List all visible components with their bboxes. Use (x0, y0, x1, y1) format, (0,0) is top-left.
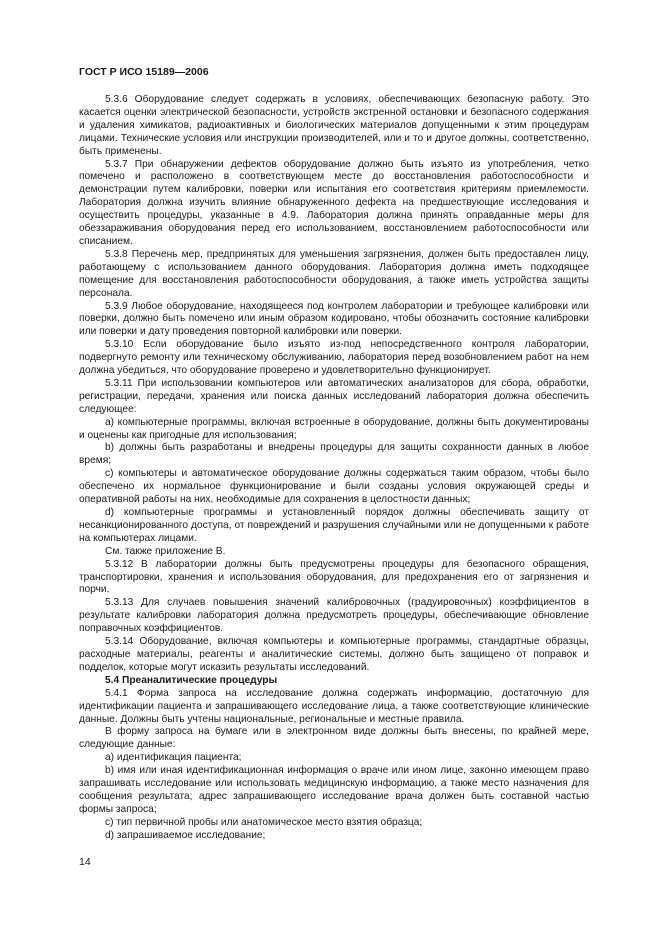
see-also-note: См. также приложение B. (105, 545, 226, 557)
paragraph-5-3-8: 5.3.8 Перечень мер, предпринятых для уменьшения загрязнения, должен быть предоставлен лицу, работающему с использованием данного оборудования. Лаборатория должна иметь подходящее помещение для восстановления работоспособности оборудования, а также иметь устройства защиты персонала. (79, 248, 589, 299)
paragraph-5-3-10: 5.3.10 Если оборудование было изъято из-под непосредственного контроля лаборатории, подвергнуто ремонту или техническому обслуживанию, лаборатория перед возобновлением работ на нем должна убедиться, что оборудование проверено и удовлетворительно функционирует. (79, 339, 589, 377)
paragraph-5-3-11: 5.3.11 При использовании компьютеров или автоматических анализаторов для сбора, обработки, регистрации, передачи, хранения или поиска данных исследований лаборатория должна обеспечить следующее: (79, 377, 589, 415)
list-item-a: a) компьютерные программы, включая встроенные в оборудование, должны быть документированы и оценены как пригодные для использования; (79, 416, 589, 441)
paragraph-5-3-12: 5.3.12 В лаборатории должны быть предусмотрены процедуры для безопасного обращения, транспортировки, хранения и использования оборудования, для предохранения его от загрязнения и порчи. (79, 558, 589, 596)
request-list-item-d: d) запрашиваемое исследование; (105, 829, 266, 841)
document-body (79, 94, 589, 843)
page-number: 14 (79, 856, 91, 868)
paragraph-5-3-7: 5.3.7 При обнаружении дефектов оборудование должно быть изъято из употребления, четко помечено и расположено в соответствующем месте до восстановления работоспособности и демонстрации путем калибровки, поверки или испытания его соответствия критериям приемлемости. Лаборатория должна изучить влияние обнаруженного дефекта на предшествующие исследования и осуществить процедуры, указанные в 4.9. Лаборатория должна принять оправданные меры для обеззараживания оборудования перед его использованием, восстановлением работоспособности или списанием. (79, 158, 589, 247)
request-list-item-b: b) имя или иная идентификационная информация о враче или ином лице, законно имеющем право запрашивать исследование или использовать медицинскую информацию, а также место назначения для сообщения результата; адрес запрашивающего исследование врача должен быть составной частью формы запроса; (79, 765, 589, 815)
list-item-d: d) компьютерные программы и установленный порядок должны обеспечивать защиту от несанкционированного доступа, от повреждений и разрушения случайными или не допущенными к работе на компьютерах лицами. (79, 507, 589, 544)
paragraph-request-form: В форму запроса на бумаге или в электронном виде должны быть внесены, по крайней мере, следующие данные: (79, 726, 589, 751)
paragraph-5-3-14: 5.3.14 Оборудование, включая компьютеры и компьютерные программы, стандартные образцы, расходные материалы, реагенты и аналитические системы, должно быть защищено от поправок и подделок, которые могут исказить результаты исследований. (79, 636, 589, 673)
paragraph-5-3-9: 5.3.9 Любое оборудование, находящееся под контролем лаборатории и требующее калибровки или поверки, должно быть помечено или иным образом кодировано, чтобы обозначить состояние калибровки или поверки и дату проведения повторной калибровки или поверки. (79, 300, 589, 338)
request-list-item-a: a) идентификация пациента; (105, 752, 242, 764)
list-item-c: c) компьютеры и автоматическое оборудование должны содержаться таким образом, чтобы было обеспечено их нормальное функционирование и были созданы условия окружающей среды и оперативной работы на них, необходимые для сохранения в целостности данных; (79, 468, 589, 506)
paragraph-5-3-6: 5.3.6 Оборудование следует содержать в условиях, обеспечивающих безопасную работу. Это касается оценки электрической безопасности, устройств экстренной остановки и безопасного содержания и удаления химикатов, радиоактивных и биологических материалов допущенными к этим процедурам лицами. Технические условия или инструкции производителей, или и то и другое должны, соответственно, быть применены. (79, 94, 589, 157)
section-heading-5-4: 5.4 Преаналитические процедуры (105, 674, 278, 686)
paragraph-5-3-13: 5.3.13 Для случаев повышения значений калибровочных (градуировочных) коэффициентов в результате калибровки лаборатория должна предусмотреть процедуры, обеспечивающие обновление поправочных коэффициентов. (79, 597, 589, 635)
document-header: ГОСТ Р ИСО 15189—2006 (79, 66, 209, 78)
list-item-b: b) должны быть разработаны и внедрены процедуры для защиты сохранности данных в любое время; (79, 442, 589, 467)
request-list-item-c: c) тип первичной пробы или анатомическое место взятия образца; (105, 816, 423, 828)
paragraph-5-4-1: 5.4.1 Форма запроса на исследование должна содержать информацию, достаточную для идентификации пациента и запрашивающего исследование лица, а также соответствующие клинические данные. Должны быть учтены национальные, региональные и местные правила. (79, 687, 589, 725)
